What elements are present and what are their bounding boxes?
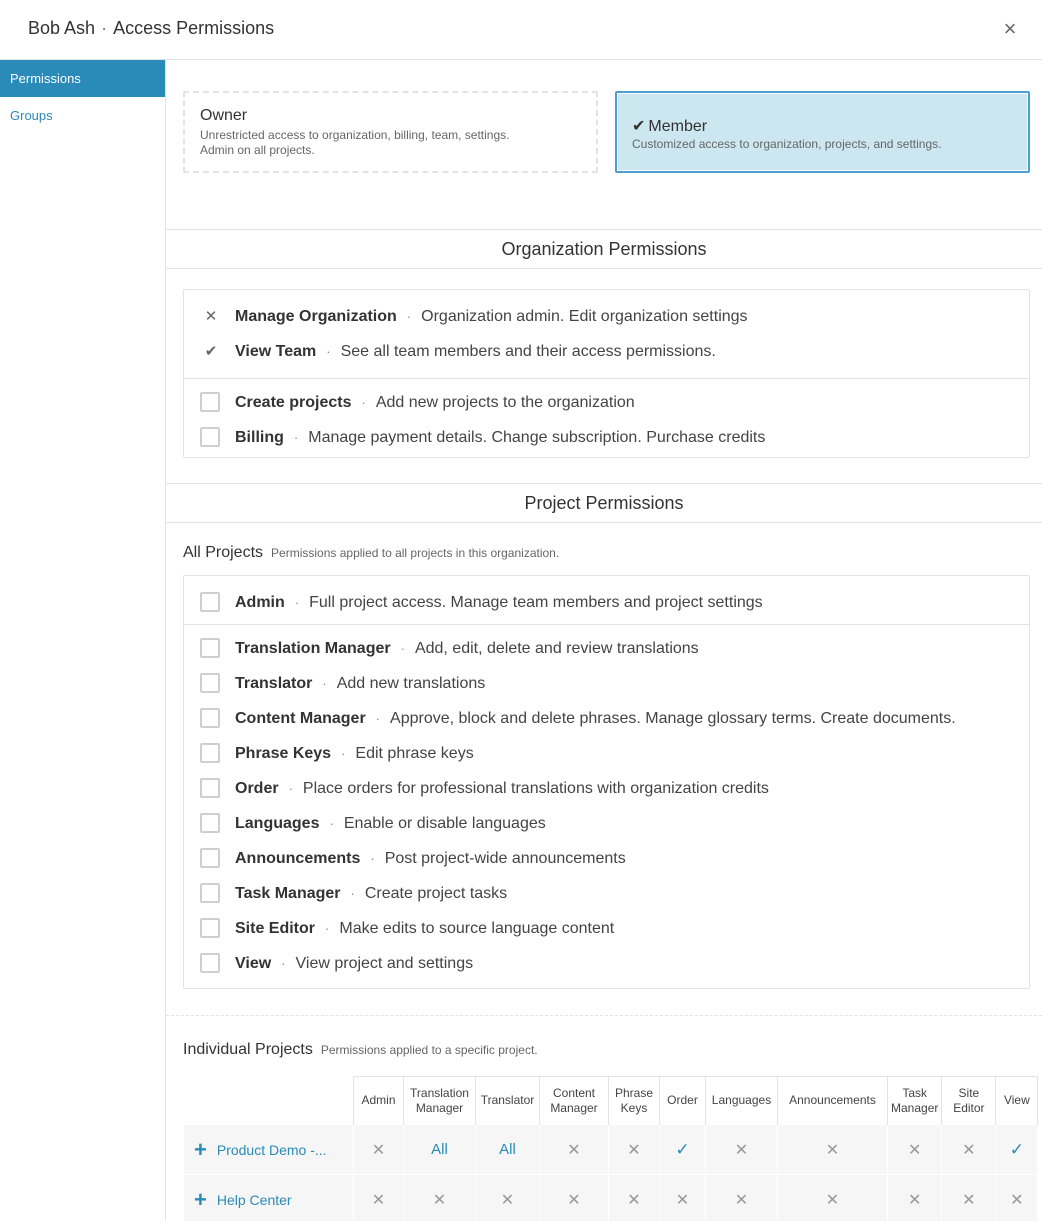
separator-dot: · <box>322 676 327 691</box>
column-header <box>942 1077 996 1125</box>
owner-role-desc <box>200 128 581 158</box>
perm-desc: Full project access. Manage team members and project settings <box>309 594 763 611</box>
column-header <box>888 1077 942 1125</box>
role-checkbox[interactable] <box>200 848 220 868</box>
individual-projects-table <box>183 1076 1038 1221</box>
individual-projects-desc: Permissions applied to a specific project. <box>320 1043 538 1057</box>
project-name-link[interactable]: Product Demo -... <box>216 1141 327 1158</box>
separator-dot: · <box>350 886 355 901</box>
role-checkbox[interactable] <box>200 953 220 973</box>
perm-desc: Approve, block and delete phrases. Manage glossary terms. Create documents. <box>390 710 956 727</box>
x-icon[interactable]: ✕ <box>476 1175 540 1221</box>
column-header-label: View <box>1003 1093 1030 1107</box>
perm-desc: Post project-wide announcements <box>384 850 626 867</box>
perm-desc: Create project tasks <box>364 885 508 902</box>
x-icon[interactable]: ✕ <box>778 1175 888 1221</box>
perm-name: Order <box>235 780 279 797</box>
perm-row-translator[interactable] <box>184 666 1029 701</box>
perm-row-view-team <box>184 334 1029 369</box>
separator-dot: · <box>375 711 381 726</box>
x-icon[interactable]: ✕ <box>354 1125 404 1175</box>
x-icon[interactable]: ✕ <box>996 1175 1038 1221</box>
plus-icon[interactable]: + <box>194 1186 207 1212</box>
column-header-label: Translator <box>480 1093 535 1107</box>
sidebar-item-groups[interactable]: Groups <box>10 108 53 123</box>
perm-name: Content Manager <box>235 710 366 727</box>
perm-desc: Enable or disable languages <box>343 815 546 832</box>
column-header <box>404 1077 476 1125</box>
member-role-desc: Customized access to organization, projects, and settings. <box>632 137 942 151</box>
x-icon[interactable]: ✕ <box>404 1175 476 1221</box>
perm-desc: Add new projects to the organization <box>375 394 635 411</box>
separator-dot: · <box>293 430 299 445</box>
perm-name: Translator <box>235 675 313 692</box>
perm-name: Translation Manager <box>235 640 391 657</box>
dialog-header <box>0 0 1042 60</box>
section-divider <box>166 1015 1042 1016</box>
perm-desc: Make edits to source language content <box>339 920 615 937</box>
perm-name: Manage Organization <box>235 308 397 325</box>
x-icon[interactable]: ✕ <box>942 1125 996 1175</box>
plus-icon[interactable]: + <box>194 1136 207 1162</box>
column-header <box>354 1077 404 1125</box>
column-header <box>476 1077 540 1125</box>
table-header-row <box>184 1077 1038 1125</box>
perm-row-task-manager[interactable] <box>184 876 1029 911</box>
x-icon[interactable]: ✕ <box>706 1125 778 1175</box>
org-permissions-box <box>183 289 1030 458</box>
perm-row-announcements[interactable] <box>184 841 1029 876</box>
all-value-link[interactable]: All <box>476 1125 540 1175</box>
column-header-label: Site <box>958 1085 980 1100</box>
column-header-label: Phrase <box>614 1085 654 1100</box>
x-icon[interactable]: ✕ <box>660 1175 706 1221</box>
column-header-label: Manager <box>891 1100 939 1115</box>
perm-name: View <box>235 955 272 972</box>
perm-row-billing[interactable] <box>184 420 1029 455</box>
all-projects-desc: Permissions applied to all projects in this organization. <box>271 546 560 560</box>
column-header <box>540 1077 609 1125</box>
x-icon[interactable]: ✕ <box>778 1125 888 1175</box>
perm-desc: Add new translations <box>336 675 486 692</box>
x-icon: ✕ <box>204 308 218 325</box>
table-body <box>184 1125 1038 1221</box>
perm-name: Billing <box>235 429 284 446</box>
column-header-label: Order <box>667 1093 698 1107</box>
project-permissions-box <box>183 575 1030 989</box>
separator-dot: · <box>400 641 405 656</box>
x-icon[interactable]: ✕ <box>540 1125 609 1175</box>
table-row <box>184 1175 1038 1221</box>
user-name: Bob Ash <box>28 18 96 38</box>
owner-role-name: Owner <box>200 107 248 124</box>
member-role-name: Member <box>648 118 708 135</box>
check-icon: ✔ <box>204 343 218 360</box>
perm-name: Admin <box>235 594 285 611</box>
perm-row-translation-manager[interactable] <box>184 631 1029 666</box>
project-role-list <box>184 631 1029 981</box>
perm-name: Site Editor <box>235 920 316 937</box>
perm-name: Create projects <box>235 394 352 411</box>
column-header <box>660 1077 706 1125</box>
perm-name: Phrase Keys <box>235 745 332 762</box>
perm-name: Languages <box>235 815 320 832</box>
dialog-title <box>28 18 274 39</box>
perm-row-phrase-keys[interactable] <box>184 736 1029 771</box>
perm-desc: Organization admin. Edit organization settings <box>421 308 748 325</box>
perm-desc: Manage payment details. Change subscription. Purchase credits <box>308 429 766 446</box>
column-header-label: Content <box>552 1085 596 1100</box>
separator-dot: · <box>341 746 346 761</box>
perm-row-view[interactable] <box>184 946 1029 981</box>
project-name-link[interactable]: Help Center <box>216 1191 292 1208</box>
owner-role-card[interactable] <box>183 91 598 173</box>
perm-row-create-projects[interactable] <box>184 385 1029 420</box>
x-icon[interactable]: ✕ <box>942 1175 996 1221</box>
column-header-label: Keys <box>620 1100 648 1115</box>
perm-desc: View project and settings <box>295 955 474 972</box>
project-permissions-heading: Project Permissions <box>166 483 1042 523</box>
project-name-cell[interactable] <box>184 1175 354 1221</box>
x-icon[interactable]: ✕ <box>706 1175 778 1221</box>
org-permissions-heading: Organization Permissions <box>166 229 1042 269</box>
role-checkbox[interactable] <box>200 743 220 763</box>
billing-checkbox[interactable] <box>200 427 220 447</box>
owner-desc-line: Unrestricted access to organization, billing, team, settings. <box>200 128 510 142</box>
role-checkbox[interactable] <box>200 813 220 833</box>
perm-name: View Team <box>235 343 317 360</box>
role-checkbox[interactable] <box>200 708 220 728</box>
separator-dot: · <box>361 395 366 410</box>
perm-row-site-editor[interactable] <box>184 911 1029 946</box>
perm-row-admin[interactable] <box>184 585 1029 620</box>
separator-dot: · <box>281 956 286 971</box>
perm-row-content-manager[interactable] <box>184 701 1029 736</box>
x-icon[interactable]: ✕ <box>354 1175 404 1221</box>
separator-dot: · <box>326 344 331 359</box>
column-header <box>996 1077 1038 1125</box>
perm-desc: See all team members and their access permissions. <box>340 343 716 360</box>
perm-row-order[interactable] <box>184 771 1029 806</box>
all-value-link[interactable]: All <box>404 1125 476 1175</box>
column-header <box>778 1077 888 1125</box>
x-icon[interactable]: ✕ <box>540 1175 609 1221</box>
sidebar-item-permissions[interactable]: Permissions <box>0 60 165 97</box>
separator-dot: · <box>294 595 300 610</box>
perm-name: Task Manager <box>235 885 341 902</box>
column-header <box>706 1077 778 1125</box>
role-checkbox[interactable] <box>200 638 220 658</box>
x-icon[interactable]: ✕ <box>609 1125 660 1175</box>
check-icon[interactable]: ✓ <box>996 1125 1038 1175</box>
column-header <box>609 1077 660 1125</box>
individual-projects-header <box>183 1041 538 1059</box>
separator-dot: · <box>288 781 293 796</box>
table-header-blank <box>184 1077 354 1125</box>
member-role-title <box>632 116 1013 136</box>
create-projects-checkbox[interactable] <box>200 392 220 412</box>
sidebar <box>0 60 166 1221</box>
perm-row-manage-organization <box>184 299 1029 334</box>
owner-desc-line: Admin on all projects. <box>200 143 315 157</box>
separator-dot: · <box>329 816 334 831</box>
all-projects-title: All Projects <box>183 544 264 561</box>
individual-projects-title: Individual Projects <box>183 1041 313 1058</box>
check-icon[interactable]: ✓ <box>660 1125 706 1175</box>
check-icon: ✔ <box>632 118 646 135</box>
column-header-label: Translation <box>410 1085 469 1100</box>
all-projects-header <box>183 544 559 562</box>
separator-dot: · <box>406 309 412 324</box>
column-header-label: Languages <box>711 1093 772 1107</box>
x-icon[interactable]: ✕ <box>888 1125 942 1175</box>
role-checkbox[interactable] <box>200 673 220 693</box>
table-row <box>184 1125 1038 1175</box>
column-header-label: Admin <box>361 1093 396 1107</box>
column-header-label: Task <box>902 1085 928 1100</box>
x-icon[interactable]: ✕ <box>888 1175 942 1221</box>
admin-checkbox[interactable] <box>200 592 220 612</box>
separator-dot: · <box>325 921 330 936</box>
column-header-label: Manager <box>550 1100 598 1115</box>
project-name-cell[interactable] <box>184 1125 354 1175</box>
role-checkbox[interactable] <box>200 918 220 938</box>
x-icon[interactable]: ✕ <box>609 1175 660 1221</box>
column-header-label: Manager <box>415 1100 464 1115</box>
perm-row-languages[interactable] <box>184 806 1029 841</box>
close-icon[interactable]: × <box>1003 16 1017 41</box>
perm-name: Announcements <box>235 850 361 867</box>
perm-desc: Place orders for professional translations with organization credits <box>302 780 769 797</box>
column-header-label: Announcements <box>789 1093 876 1107</box>
perm-desc: Add, edit, delete and review translations <box>414 640 699 657</box>
member-role-card[interactable] <box>615 91 1030 173</box>
title-separator: · <box>101 18 108 38</box>
page-title: Access Permissions <box>113 18 275 38</box>
role-checkbox[interactable] <box>200 883 220 903</box>
main-panel <box>166 60 1042 1221</box>
perm-desc: Edit phrase keys <box>355 745 474 762</box>
separator-dot: · <box>370 851 375 866</box>
column-header-label: Editor <box>953 1100 985 1115</box>
role-checkbox[interactable] <box>200 778 220 798</box>
